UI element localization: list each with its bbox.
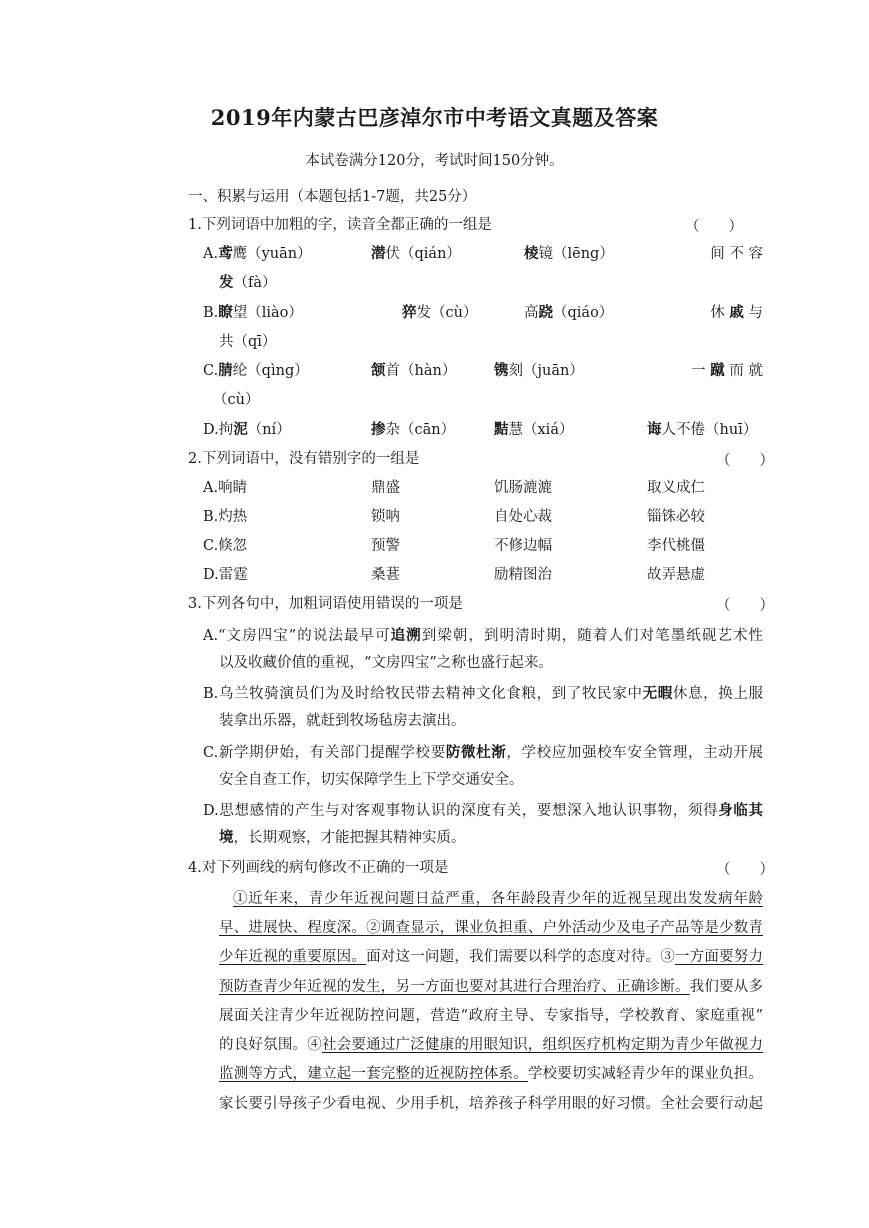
q4-passage-line-3: 少年近视的重要原因。面对这一问题，我们需要以科学的态度对待。③一方面要努力 xyxy=(219,949,764,965)
q2-option-c-word2: 预警 xyxy=(371,538,400,554)
q3-option-d: D.思想感情的产生与对客观事物认识的深度有关，要想深入地认识事物，须得身临其 xyxy=(203,802,764,819)
q2-option-d-word4: 故弄悬虚 xyxy=(647,567,705,583)
q2-option-d-word3: 励精图治 xyxy=(494,567,552,583)
q3-option-d-cont: 境，长期观察，才能把握其精神实质。 xyxy=(219,829,466,846)
question-3-stem: 3.下列各句中，加粗词语使用错误的一项是 xyxy=(188,596,463,612)
q4-passage-line-7: 监测等方式，建立起一套完整的近视防控体系。学校要切实减轻青少年的课业负担。 xyxy=(219,1066,763,1082)
q1-option-b-word3: 高跷（qiáo） xyxy=(524,304,614,321)
q2-option-a-word1: A.响睛 xyxy=(203,480,248,496)
q4-passage-line-2: 早、进展快、程度深。②调查显示，课业负担重、户外活动少及电子产品等是少数青 xyxy=(219,920,764,936)
q2-option-b-word4: 锱铢必较 xyxy=(647,509,705,525)
q3-option-a-cont: 以及收藏价值的重视，“文房四宝”之称也盛行起来。 xyxy=(219,655,553,671)
q2-option-b-word3: 自处心裁 xyxy=(494,509,552,525)
q1-option-b-cont: 共（qī） xyxy=(219,334,277,350)
q2-option-c-word1: C.倏忽 xyxy=(203,538,248,554)
q1-option-d-word2: 掺杂（cān） xyxy=(371,421,456,438)
q4-passage-line-5: 展面关注青少年近视防控问题，营造“政府主导、专家指导，学校教育、家庭重视” xyxy=(219,1008,763,1024)
q1-option-d-word3: 黠慧（xiá） xyxy=(494,421,574,438)
q3-option-a: A.“文房四宝”的说法最早可追溯到梁朝，到明清时期，随着人们对笔墨纸砚艺术性 xyxy=(203,627,764,644)
answer-blank: （ ） xyxy=(716,862,774,878)
q1-option-c-word4: 一 蹴 而 就 xyxy=(691,362,763,379)
q2-option-a-word4: 取义成仁 xyxy=(647,480,705,496)
q1-option-d-word4: 诲人不倦（huī） xyxy=(647,421,758,438)
q1-option-a-word3: 棱镜（lēng） xyxy=(524,245,614,262)
page-title: 2019年内蒙古巴彦淖尔市中考语文真题及答案 xyxy=(210,105,659,130)
q1-option-c-cont: （cù） xyxy=(213,392,260,408)
answer-blank: （ ） xyxy=(716,598,774,614)
q1-option-a-cont: 发（fà） xyxy=(219,274,277,291)
q4-passage-line-8: 家长要引导孩子少看电视、少用手机，培养孩子科学用眼的好习惯。全社会要行动起 xyxy=(219,1096,763,1112)
answer-blank: （ ） xyxy=(685,219,743,235)
q1-option-b: B.瞭望（liào） xyxy=(203,304,303,321)
question-2-stem: 2.下列词语中，没有错别字的一组是 xyxy=(188,451,420,467)
answer-blank: （ ） xyxy=(716,453,774,469)
q1-option-b-word4: 休 戚 与 xyxy=(710,304,763,321)
q2-option-c-word3: 不修边幅 xyxy=(494,538,552,554)
question-4-stem: 4.对下列画线的病句修改不正确的一项是 xyxy=(188,860,449,876)
q1-option-c: C.腈纶（qìng） xyxy=(203,362,309,379)
q1-option-c-word3: 镌刻（juān） xyxy=(494,362,584,379)
exam-info: 本试卷满分120分，考试时间150分钟。 xyxy=(305,153,564,169)
q2-option-b-word1: B.灼热 xyxy=(203,509,248,525)
q1-option-a-word2: 潜伏（qián） xyxy=(371,245,461,262)
q3-option-c-cont: 安全自查工作，切实保障学生上下学交通安全。 xyxy=(219,772,524,788)
q4-passage-line-6: 的良好氛围。④社会要通过广泛健康的用眼知识，组织医疗机构定期为青少年做视力 xyxy=(219,1037,764,1053)
q2-option-d-word2: 桑葚 xyxy=(371,567,400,583)
q3-option-b-cont: 装拿出乐器，就赶到牧场毡房去演出。 xyxy=(219,713,466,729)
q2-option-d-word1: D.雷霆 xyxy=(203,567,248,583)
q2-option-b-word2: 锁呐 xyxy=(371,509,400,525)
q2-option-a-word2: 鼎盛 xyxy=(371,480,400,496)
q1-option-b-word2: 猝发（cù） xyxy=(402,304,478,321)
q1-option-d: D.拘泥（ní） xyxy=(203,421,291,438)
q4-passage-line-1: ①近年来，青少年近视问题日益严重，各年龄段青少年的近视呈现出发发病年龄 xyxy=(233,891,763,907)
q3-option-c: C.新学期伊始，有关部门提醒学校要防微杜渐，学校应加强校车安全管理，主动开展 xyxy=(203,744,764,761)
q2-option-c-word4: 李代桃僵 xyxy=(647,538,705,554)
q1-option-a-word4: 间 不 容 xyxy=(710,246,763,262)
question-1-stem: 1.下列词语中加粗的字，读音全都正确的一组是 xyxy=(188,217,492,233)
q1-option-a: A.鸢鹰（yuān） xyxy=(203,245,312,262)
q4-passage-line-4: 预防查青少年近视的发生，另一方面也要对其进行合理治疗、正确诊断。我们要从多 xyxy=(219,979,764,995)
q1-option-c-word2: 颔首（hàn） xyxy=(371,362,457,379)
q3-option-b: B.乌兰牧骑演员们为及时给牧民带去精神文化食粮，到了牧民家中无暇休息，换上服 xyxy=(203,685,764,702)
q2-option-a-word3: 饥肠漉漉 xyxy=(494,480,552,496)
section-heading: 一、积累与运用（本题包括1-7题，共25分） xyxy=(188,189,477,205)
